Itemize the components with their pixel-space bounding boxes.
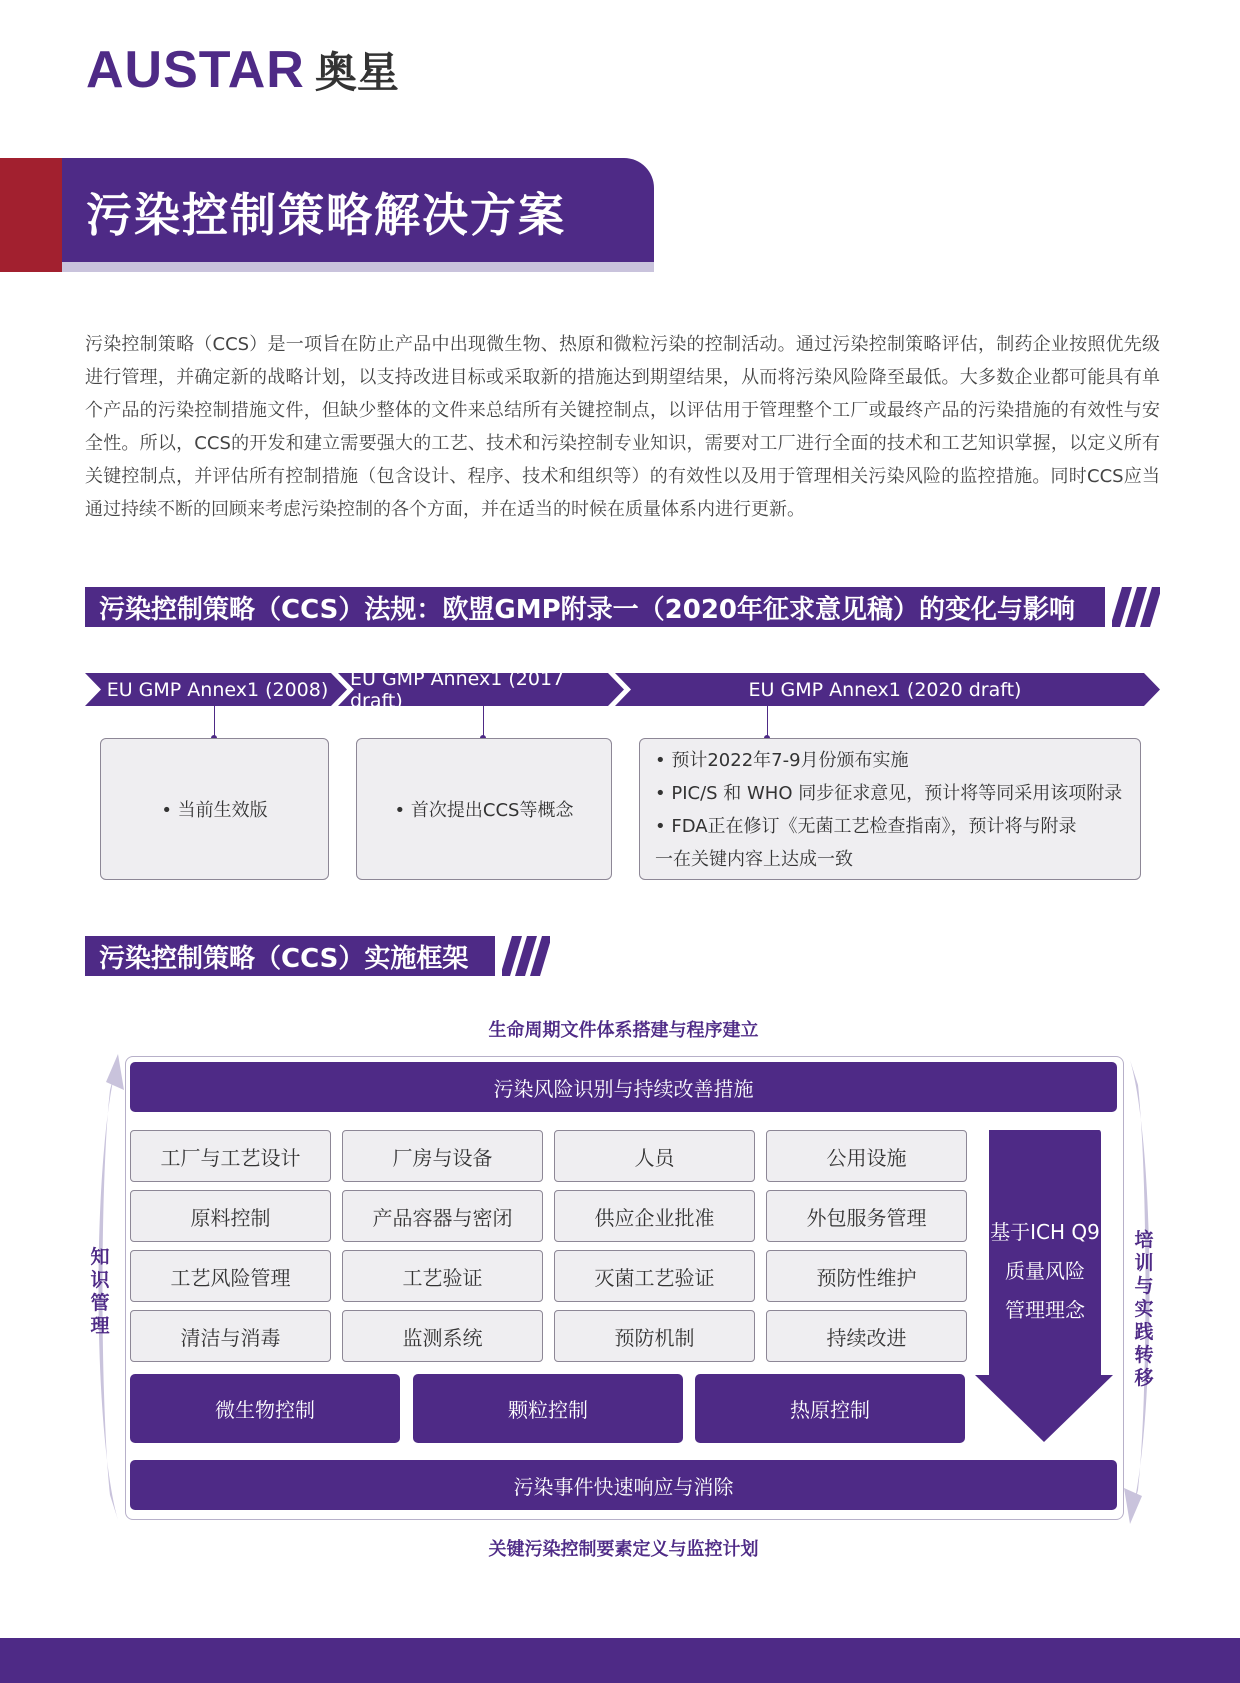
intro-paragraph: 污染控制策略（CCS）是一项旨在防止产品中出现微生物、热原和微粒污染的控制活动。通过污染控制策略评估，制药企业按照优先级进行管理，并确定新的战略计划，以支持改进目标或采取新的措施达到期望结果，从而将污染风险降至最低。大多数企业都可能具有单个产品的污染控制措施文件，但缺少整体的文件来总结所有关键控制点，以评估用于管理整个工厂或最终产品的污染措施的有效性与安全性。所以，CCS的开发和建立需要强大的工艺、技术和污染控制专业知识，需要对工厂进行全面的技术和工艺知识掌握，以定义所有关键控制点，并评估所有控制措施（包含设计、程序、技术和组织等）的有效性以及用于管理相关污染风险的监控措施。同时CCS应当通过持续不断的回顾来考虑污染控制的各个方面，并在适当的时候在质量体系内进行更新。 (85, 334, 1160, 520)
grid-cell: 工艺验证 (342, 1250, 543, 1302)
title-accent (0, 158, 62, 272)
framework-bottom-caption: 关键污染控制要素定义与监控计划 (488, 1539, 759, 1560)
logo-cn: 奥星 (314, 48, 399, 97)
ich-q9-text (985, 1213, 1105, 1330)
page-title: 污染控制策略解决方案 (86, 188, 566, 242)
grid-cell: 外包服务管理 (766, 1190, 967, 1242)
timeline-item: 一在关键内容上达成一致 (655, 849, 853, 870)
timeline-item: • 首次提出CCS等概念 (394, 800, 574, 821)
grid-cell: 工厂与工艺设计 (130, 1130, 331, 1182)
framework-top-bar: 污染风险识别与持续改善措施 (130, 1062, 1117, 1112)
timeline-item: • PIC/S 和 WHO 同步征求意见，预计将等同采用该项附录 (655, 783, 1123, 804)
section1-header (85, 587, 1105, 627)
left-side-label: 知识管理 (90, 1246, 110, 1337)
grid-cell: 工艺风险管理 (130, 1250, 331, 1302)
grid-cell: 灭菌工艺验证 (554, 1250, 755, 1302)
framework-bottom-bar: 污染事件快速响应与消除 (130, 1460, 1117, 1510)
ich-q9-line: 管理理念 (1005, 1298, 1085, 1322)
title-banner (62, 158, 654, 266)
section2-header (85, 936, 495, 976)
grid-cell: 预防性维护 (766, 1250, 967, 1302)
control-microbial: 微生物控制 (130, 1374, 400, 1443)
grid-cell: 清洁与消毒 (130, 1310, 331, 1362)
control-particle: 颗粒控制 (413, 1374, 683, 1443)
timeline-label-2017: EU GMP Annex1 (2017 draft) (350, 667, 565, 712)
right-side-label: 培训与实践转移 (1134, 1229, 1154, 1389)
logo-en: AUSTAR (86, 41, 305, 99)
timeline-box-2020 (639, 738, 1141, 880)
footer-bar (0, 1638, 1240, 1683)
grid-cell: 人员 (554, 1130, 755, 1182)
grid-cell: 持续改进 (766, 1310, 967, 1362)
timeline-box-2008 (100, 738, 329, 880)
brand-logo (86, 42, 399, 98)
grid-cell: 监测系统 (342, 1310, 543, 1362)
timeline-item: • FDA正在修订《无菌工艺检查指南》，预计将与附录 (655, 816, 1077, 837)
grid-cell: 供应企业批准 (554, 1190, 755, 1242)
ich-q9-line: 质量风险 (1005, 1259, 1085, 1283)
section2-title: 污染控制策略（CCS）实施框架 (99, 943, 469, 974)
timeline-item: • 当前生效版 (161, 800, 268, 821)
grid-cell: 原料控制 (130, 1190, 331, 1242)
ich-q9-line: 基于ICH Q9 (990, 1220, 1100, 1244)
section1-title: 污染控制策略（CCS）法规：欧盟GMP附录一（2020年征求意见稿）的变化与影响 (99, 594, 1076, 625)
title-underline (62, 262, 654, 272)
grid-cell: 公用设施 (766, 1130, 967, 1182)
grid-cell: 厂房与设备 (342, 1130, 543, 1182)
timeline-label-2020: EU GMP Annex1 (2020 draft) (748, 678, 1022, 701)
framework-top-caption: 生命周期文件体系搭建与程序建立 (488, 1020, 759, 1041)
timeline-item: • 预计2022年7-9月份颁布实施 (655, 750, 909, 771)
section2-slashes (502, 936, 550, 976)
timeline-box-2017 (356, 738, 612, 880)
control-pyrogen: 热原控制 (695, 1374, 965, 1443)
grid-cell: 预防机制 (554, 1310, 755, 1362)
section1-slashes (1112, 587, 1160, 627)
timeline-label-2008: EU GMP Annex1 (2008) (106, 678, 329, 701)
grid-cell: 产品容器与密闭 (342, 1190, 543, 1242)
